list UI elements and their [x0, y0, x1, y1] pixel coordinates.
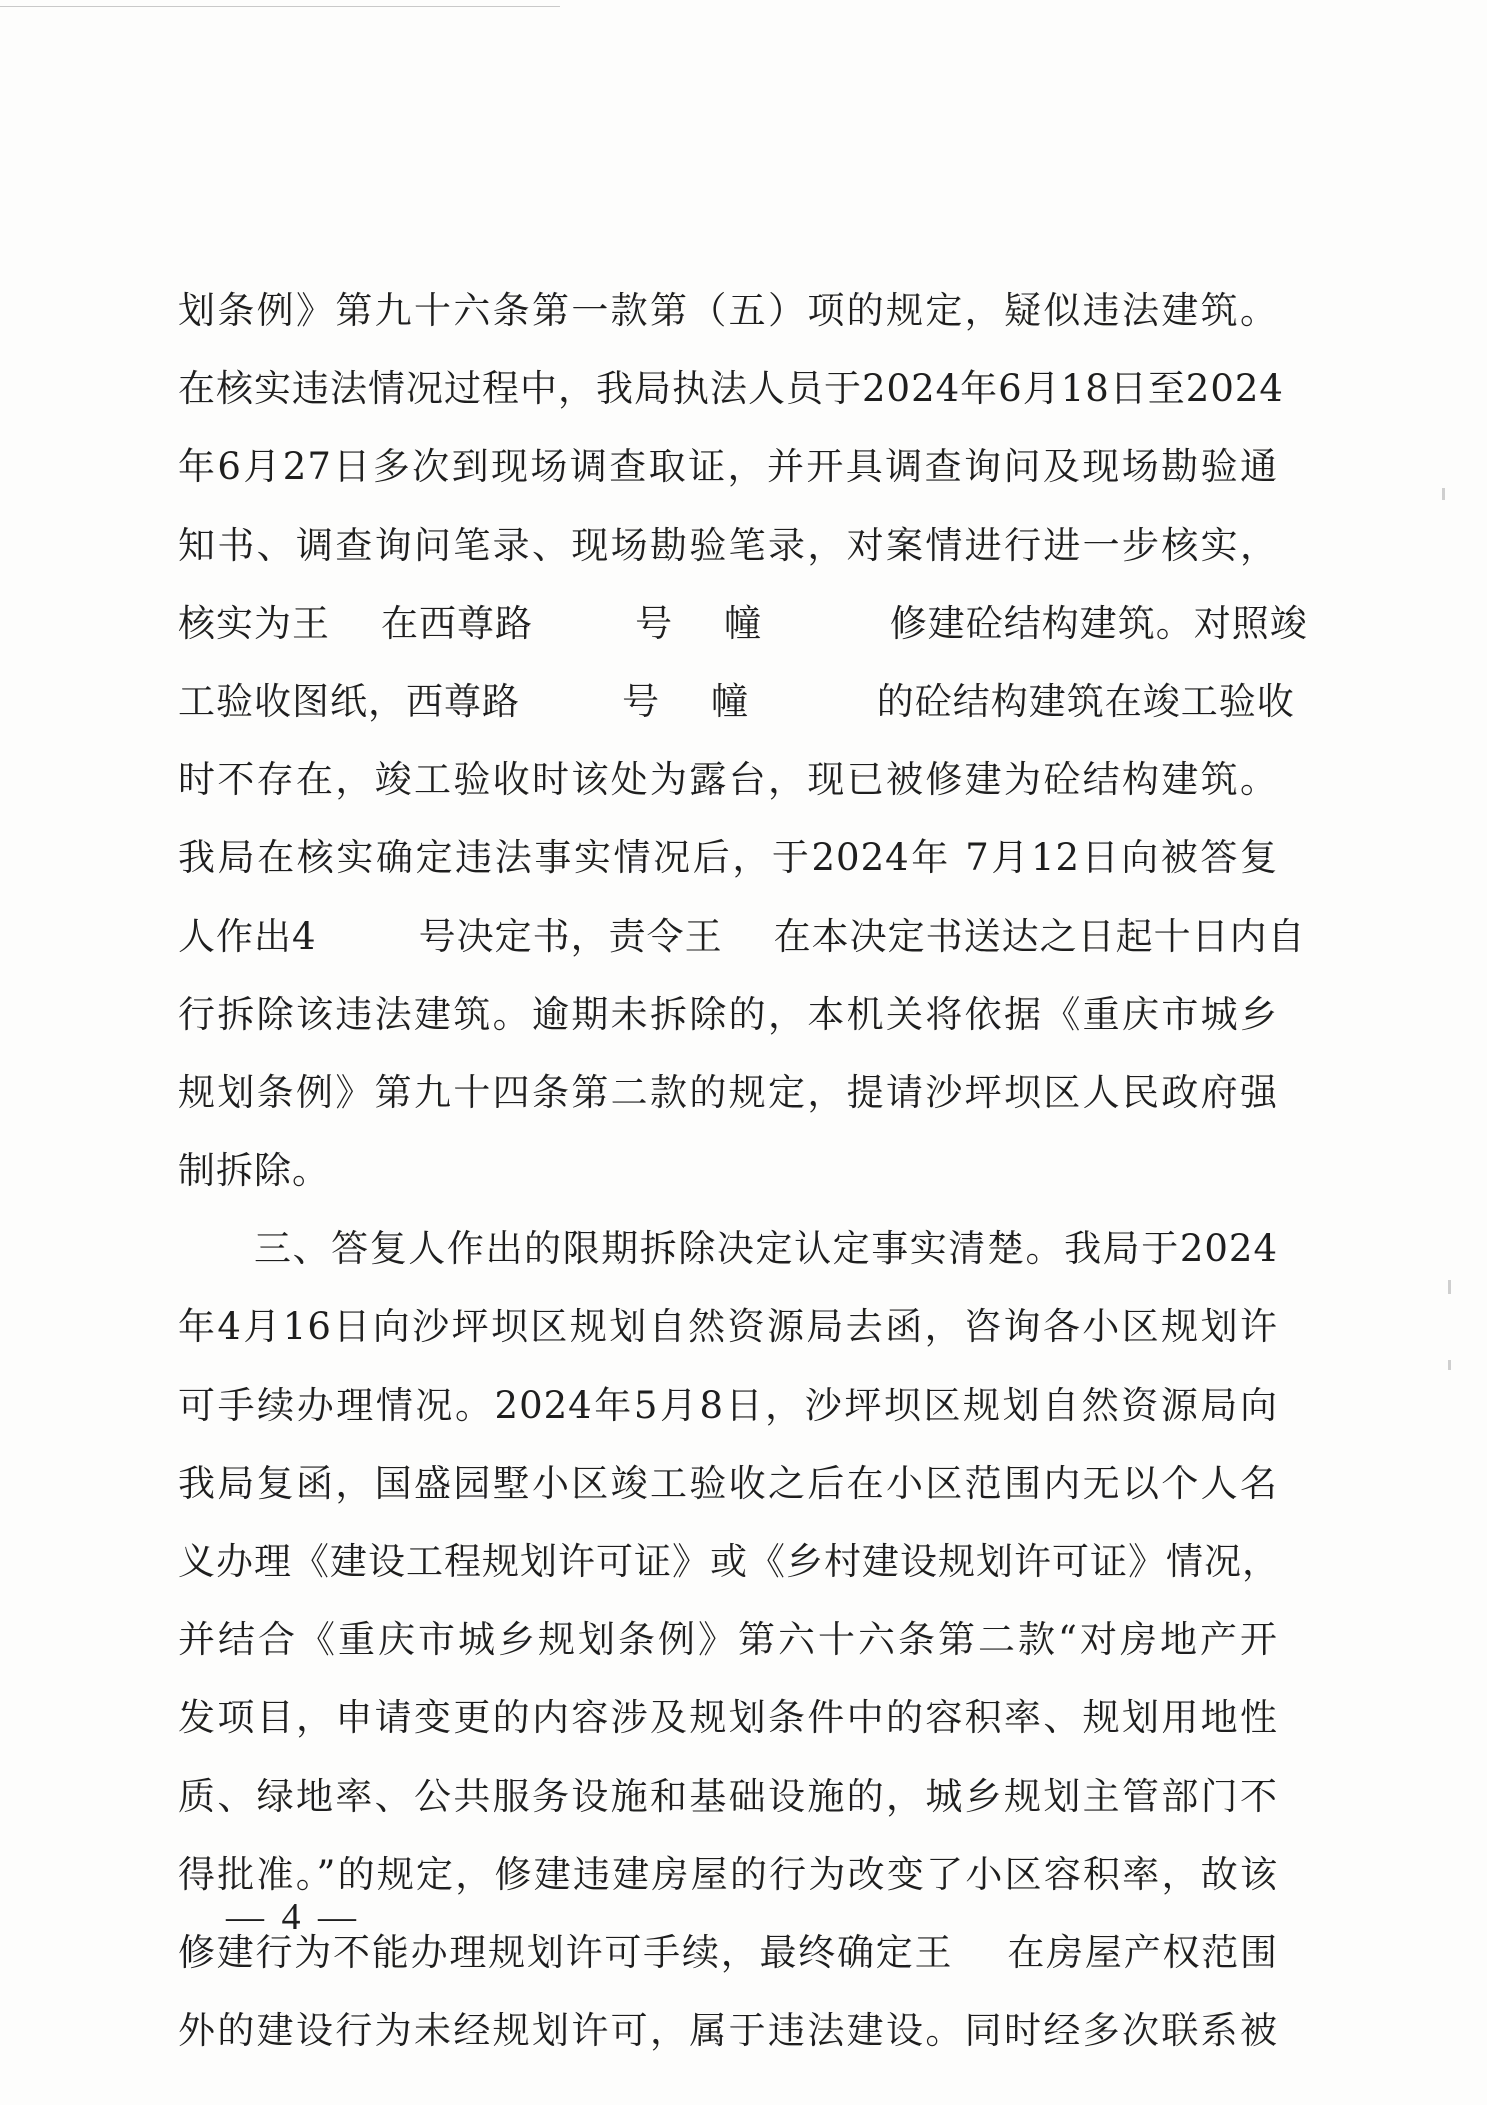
text-line: 在核实违法情况过程中，我局执法人员于2024年6月18日至2024 [178, 367, 1284, 411]
text-line: 可手续办理情况。2024年5月8日，沙坪坝区规划自然资源局向 [178, 1383, 1278, 1427]
text-line: 得批准。”的规定，修建违建房屋的行为改变了小区容积率，故该 [178, 1852, 1278, 1896]
text-line: 义办理《建设工程规划许可证》或《乡村建设规划许可证》情况， [178, 1540, 1280, 1583]
text-line: 我局在核实确定违法事实情况后，于2024年 7月12日向被答复 [178, 836, 1278, 880]
text-line: 核实为王 在西尊路 号 幢 修建砼结构建筑。对照竣 [178, 601, 1308, 645]
text-line: 并结合《重庆市城乡规划条例》第六十六条第二款“对房地产开 [178, 1618, 1278, 1662]
text-line: 制拆除。 [178, 1149, 330, 1193]
body-text [178, 272, 1308, 2070]
text-line: 我局复函，国盛园墅小区竣工验收之后在小区范围内无以个人名 [178, 1461, 1278, 1505]
scan-speck [1448, 1360, 1451, 1370]
text-line: 外的建设行为未经规划许可，属于违法建设。同时经多次联系被 [178, 2009, 1278, 2053]
text-line: 知书、调查询问笔录、现场勘验笔录，对案情进行进一步核实， [178, 523, 1278, 567]
paragraph-start-line: 三、答复人作出的限期拆除决定认定事实清楚。我局于2024 [254, 1227, 1278, 1271]
text-line: 发项目，申请变更的内容涉及规划条件中的容积率、规划用地性 [178, 1696, 1278, 1740]
text-line: 行拆除该违法建筑。逾期未拆除的，本机关将依据《重庆市城乡 [178, 992, 1278, 1036]
page-number: — 4 — [226, 1896, 360, 1938]
text-line: 年4月16日向沙坪坝区规划自然资源局去函，咨询各小区规划许 [178, 1305, 1278, 1349]
scan-speck [1448, 1280, 1451, 1294]
text-line: 年6月27日多次到现场调查取证，并开具调查询问及现场勘验通 [178, 445, 1278, 489]
text-line: 人作出4 号决定书，责令王 在本决定书送达之日起十日内自 [178, 914, 1306, 958]
text-line: 工验收图纸，西尊路 号 幢 的砼结构建筑在竣工验收 [178, 679, 1295, 723]
scan-speck [1442, 488, 1445, 500]
text-line: 时不存在，竣工验收时该处为露台，现已被修建为砼结构建筑。 [178, 758, 1278, 802]
text-line: 划条例》第九十六条第一款第（五）项的规定，疑似违法建筑。 [178, 289, 1278, 332]
text-line: 修建行为不能办理规划许可手续，最终确定王 在房屋产权范围 [178, 1930, 1278, 1974]
text-line: 规划条例》第九十四条第二款的规定，提请沙坪坝区人民政府强 [178, 1070, 1278, 1114]
top-edge-rule [0, 6, 560, 7]
text-line: 质、绿地率、公共服务设施和基础设施的，城乡规划主管部门不 [178, 1774, 1278, 1818]
